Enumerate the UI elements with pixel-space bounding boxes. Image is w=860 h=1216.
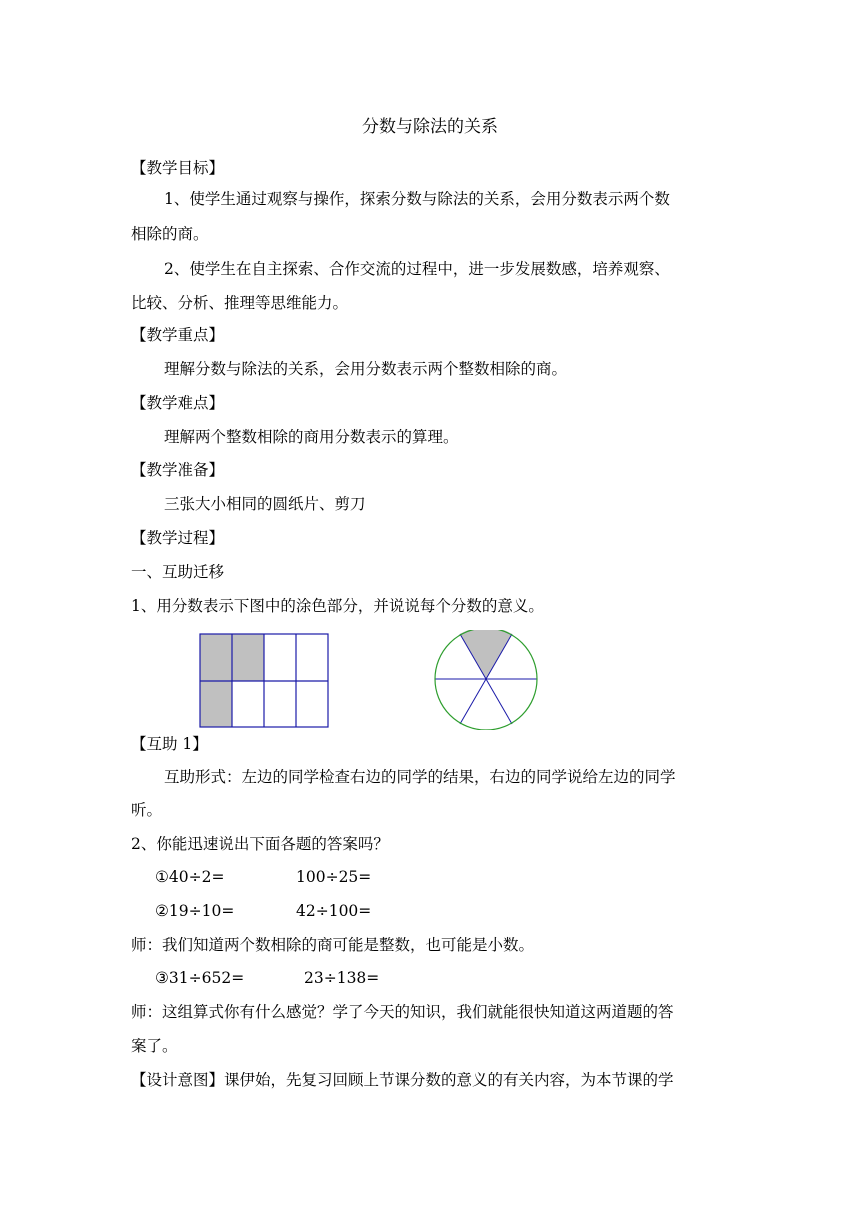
difficulties-text: 理解两个整数相除的商用分数表示的算理。 [164, 428, 459, 446]
shaded-cell [200, 634, 232, 681]
equation-2b: 42÷100= [296, 902, 372, 920]
goal-1-line-1: 1、使学生通过观察与操作，探索分数与除法的关系，会用分数表示两个数 [164, 190, 670, 208]
equation-1a: ①40÷2= [155, 868, 225, 886]
equation-2a: ②19÷10= [155, 902, 235, 920]
teacher-remark-1: 师：我们知道两个数相除的商可能是整数，也可能是小数。 [131, 936, 535, 954]
preparation-text: 三张大小相同的圆纸片、剪刀 [164, 495, 366, 513]
shaded-cell [200, 681, 232, 727]
shaded-sector [460, 630, 512, 679]
step-1-heading: 一、互助迁移 [131, 563, 225, 581]
section-heading-preparation: 【教学准备】 [131, 461, 225, 479]
equation-3a: ③31÷652= [155, 969, 245, 987]
key-points-text: 理解分数与除法的关系，会用分数表示两个整数相除的商。 [164, 360, 568, 378]
goal-1-line-2: 相除的商。 [131, 225, 209, 243]
figures [0, 630, 860, 730]
section-heading-key-points: 【教学重点】 [131, 326, 225, 344]
section-heading-goals: 【教学目标】 [131, 159, 225, 177]
circle-figure [435, 630, 537, 730]
fraction-figures [0, 630, 860, 730]
mutual-help-1-heading: 【互助 1】 [131, 735, 208, 753]
question-2: 2、你能迅速说出下面各题的答案吗？ [131, 835, 389, 853]
section-heading-process: 【教学过程】 [131, 529, 225, 547]
mutual-help-1-line-1: 互助形式：左边的同学检查右边的同学的结果，右边的同学说给左边的同学 [164, 768, 676, 786]
goal-2-line-1: 2、使学生在自主探索、合作交流的过程中，进一步发展数感，培养观察、 [164, 260, 670, 278]
goal-2-line-2: 比较、分析、推理等思维能力。 [131, 294, 349, 312]
page-title: 分数与除法的关系 [362, 117, 498, 137]
shaded-cell [232, 634, 264, 681]
equation-3b: 23÷138= [304, 969, 380, 987]
section-heading-difficulties: 【教学难点】 [131, 394, 225, 412]
question-1: 1、用分数表示下图中的涂色部分，并说说每个分数的意义。 [131, 597, 544, 615]
rectangle-grid-figure [200, 634, 328, 727]
teacher-remark-2-line-2: 案了。 [131, 1037, 178, 1055]
teacher-remark-2-line-1: 师：这组算式你有什么感觉？学了今天的知识，我们就能很快知道这两道题的答 [131, 1003, 674, 1021]
equation-1b: 100÷25= [296, 868, 372, 886]
mutual-help-1-line-2: 听。 [131, 801, 163, 819]
design-intent: 【设计意图】课伊始，先复习回顾上节课分数的意义的有关内容，为本节课的学 [131, 1071, 674, 1089]
